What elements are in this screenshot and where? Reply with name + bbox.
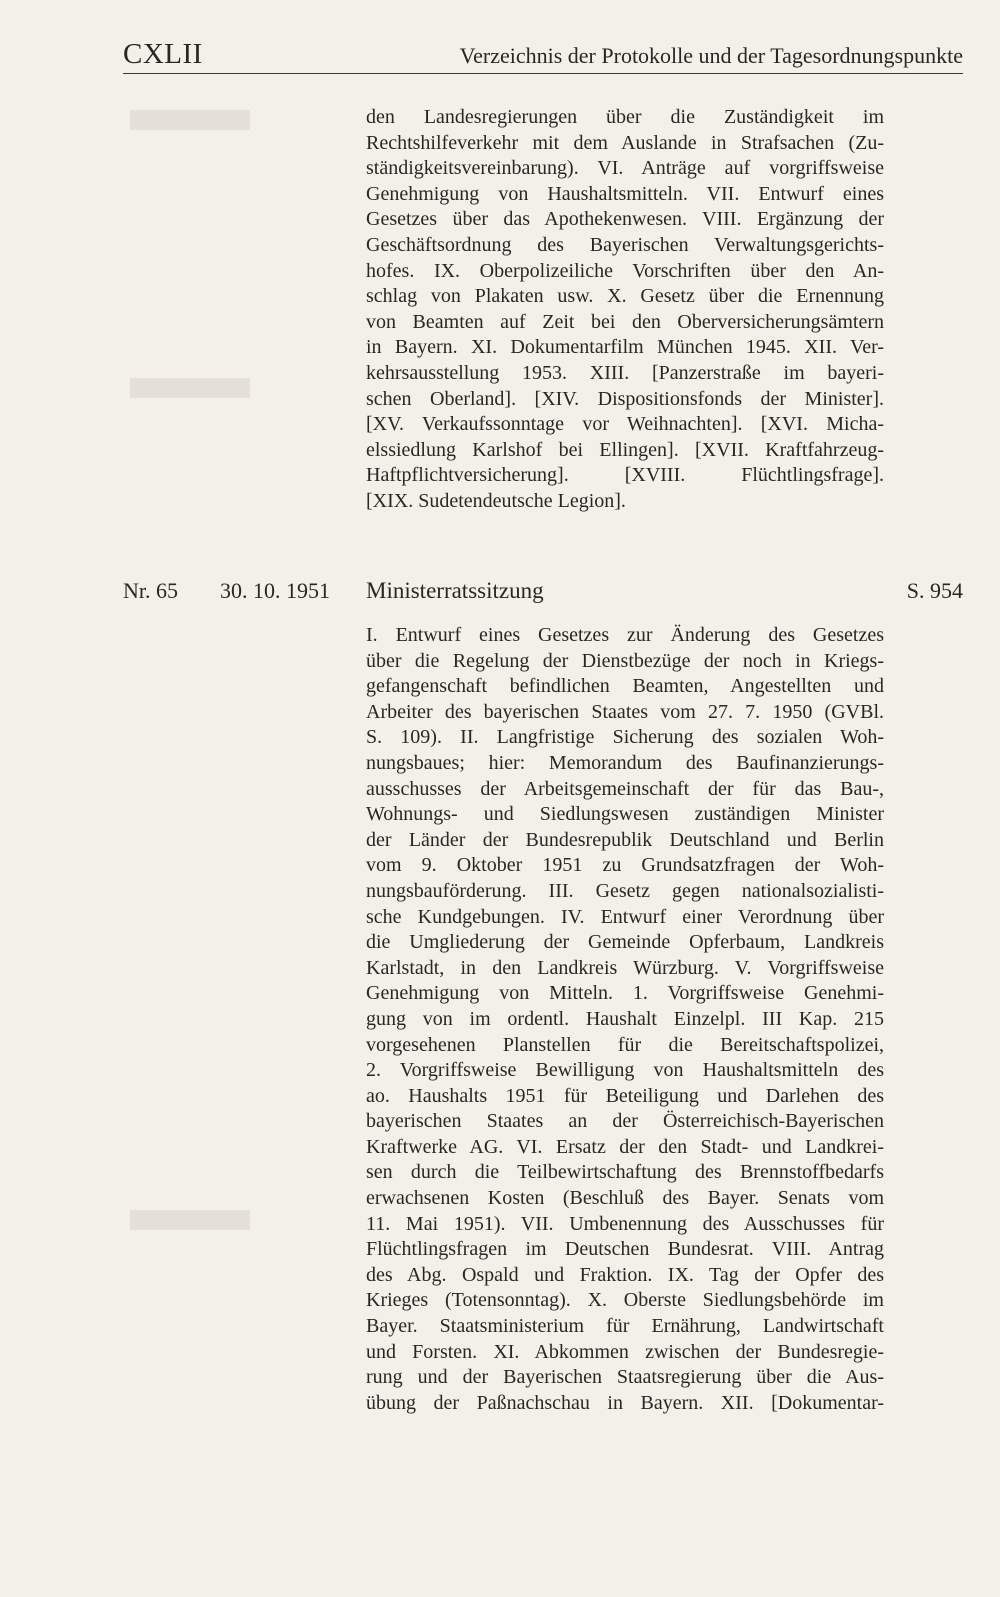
continued-entry-text	[366, 105, 884, 515]
text-line: sche Kundgebungen. IV. Entwurf einer Verordnung über	[366, 905, 884, 928]
text-line: 2. Vorgriffsweise Bewilligung von Haushaltsmitteln des	[366, 1059, 884, 1082]
text-line: nungsbauförderung. III. Gesetz gegen nationalsozialisti-	[366, 879, 884, 902]
text-line: Rechtshilfeverkehr mit dem Auslande in Strafsachen (Zu-	[366, 131, 884, 154]
text-line: übung der Paßnachschau in Bayern. XII. [Dokumentar-	[366, 1391, 884, 1414]
text-line: von Beamten auf Zeit bei den Oberversicherungsämtern	[366, 310, 884, 333]
text-line: schen Oberland]. [XIV. Dispositionsfonds der Minister].	[366, 387, 884, 410]
text-line: der Länder der Bundesrepublik Deutschland und Berlin	[366, 828, 884, 851]
text-line: Bayer. Staatsministerium für Ernährung, Landwirtschaft	[366, 1315, 884, 1338]
text-line: ständigkeitsvereinbarung). VI. Anträge auf vorgriffsweise	[366, 157, 884, 180]
text-line: gefangenschaft befindlichen Beamten, Angestellten und	[366, 675, 884, 698]
text-line: die Umgliederung der Gemeinde Opferbaum, Landkreis	[366, 931, 884, 954]
running-title: Verzeichnis der Protokolle und der Tagesordnungspunkte	[459, 43, 963, 68]
text-line: Haftpflichtversicherung]. [XVIII. Flüchtlingsfrage].	[366, 464, 884, 487]
page-number-roman: CXLII	[123, 38, 203, 70]
text-line: I. Entwurf eines Gesetzes zur Änderung des Gesetzes	[366, 624, 884, 646]
text-line: bayerischen Staates an der Österreichisch-Bayerischen	[366, 1110, 884, 1133]
text-line: Karlstadt, in den Landkreis Würzburg. V. Vorgriffsweise	[366, 956, 884, 979]
text-line: Wohnungs- und Siedlungswesen zuständigen Minister	[366, 803, 884, 826]
entry-number: Nr. 65	[123, 578, 178, 603]
text-line: kehrsausstellung 1953. XIII. [Panzerstraße im bayeri-	[366, 361, 884, 384]
text-line: Genehmigung von Haushaltsmitteln. VII. Entwurf eines	[366, 182, 884, 205]
text-line: ausschusses der Arbeitsgemeinschaft der für das Bau-,	[366, 777, 884, 800]
text-line: vom 9. Oktober 1951 zu Grundsatzfragen der Woh-	[366, 854, 884, 877]
header-rule	[123, 73, 963, 74]
entry-title: Ministerratssitzung	[366, 578, 544, 603]
text-line: Genehmigung von Mitteln. 1. Vorgriffsweise Genehmi-	[366, 982, 884, 1005]
text-line: nungsbaues; hier: Memorandum des Baufinanzierungs-	[366, 751, 884, 774]
text-line: [XIX. Sudetendeutsche Legion].	[366, 489, 626, 512]
bleed-through-shadow	[130, 1210, 250, 1230]
bleed-through-shadow	[130, 110, 250, 130]
entry-heading	[123, 578, 963, 608]
bleed-through-shadow	[130, 378, 250, 398]
text-line: sen durch die Teilbewirtschaftung des Brennstoffbedarfs	[366, 1161, 884, 1184]
text-line: Geschäftsordnung des Bayerischen Verwaltungsgerichts-	[366, 233, 884, 256]
text-line: rung und der Bayerischen Staatsregierung über die Aus-	[366, 1366, 884, 1389]
text-line: erwachsenen Kosten (Beschluß des Bayer. Senats vom	[366, 1187, 884, 1210]
text-line: in Bayern. XI. Dokumentarfilm München 1945. XII. Ver-	[366, 336, 884, 359]
text-line: 11. Mai 1951). VII. Umbenennung des Ausschusses für	[366, 1212, 884, 1235]
text-line: elssiedlung Karlshof bei Ellingen]. [XVII. Kraftfahrzeug-	[366, 438, 884, 461]
page-header	[123, 30, 963, 76]
text-line: Arbeiter des bayerischen Staates vom 27. 7. 1950 (GVBl.	[366, 700, 884, 723]
text-line: ao. Haushalts 1951 für Beteiligung und Darlehen des	[366, 1084, 884, 1107]
text-line: schlag von Plakaten usw. X. Gesetz über die Ernennung	[366, 285, 884, 308]
entry-date: 30. 10. 1951	[220, 578, 330, 603]
text-line: Flüchtlingsfragen im Deutschen Bundesrat. VIII. Antrag	[366, 1238, 884, 1261]
text-line: Kraftwerke AG. VI. Ersatz der den Stadt- und Landkrei-	[366, 1135, 884, 1158]
entry-page-reference: S. 954	[906, 578, 963, 603]
text-line: des Abg. Ospald und Fraktion. IX. Tag der Opfer des	[366, 1263, 884, 1286]
text-line: Gesetzes über das Apothekenwesen. VIII. Ergänzung der	[366, 208, 884, 231]
text-line: S. 109). II. Langfristige Sicherung des sozialen Woh-	[366, 726, 884, 749]
entry-agenda-text	[366, 623, 884, 1416]
text-line: und Forsten. XI. Abkommen zwischen der Bundesregie-	[366, 1340, 884, 1363]
text-line: den Landesregierungen über die Zuständigkeit im	[366, 106, 884, 128]
text-line: Krieges (Totensonntag). X. Oberste Siedlungsbehörde im	[366, 1289, 884, 1312]
text-line: vorgesehenen Planstellen für die Bereitschaftspolizei,	[366, 1033, 884, 1056]
text-line: über die Regelung der Dienstbezüge der noch in Kriegs-	[366, 649, 884, 672]
text-line: hofes. IX. Oberpolizeiliche Vorschriften über den An-	[366, 259, 884, 282]
text-line: gung von im ordentl. Haushalt Einzelpl. III Kap. 215	[366, 1007, 884, 1030]
text-line: [XV. Verkaufssonntage vor Weihnachten]. [XVI. Micha-	[366, 413, 884, 436]
